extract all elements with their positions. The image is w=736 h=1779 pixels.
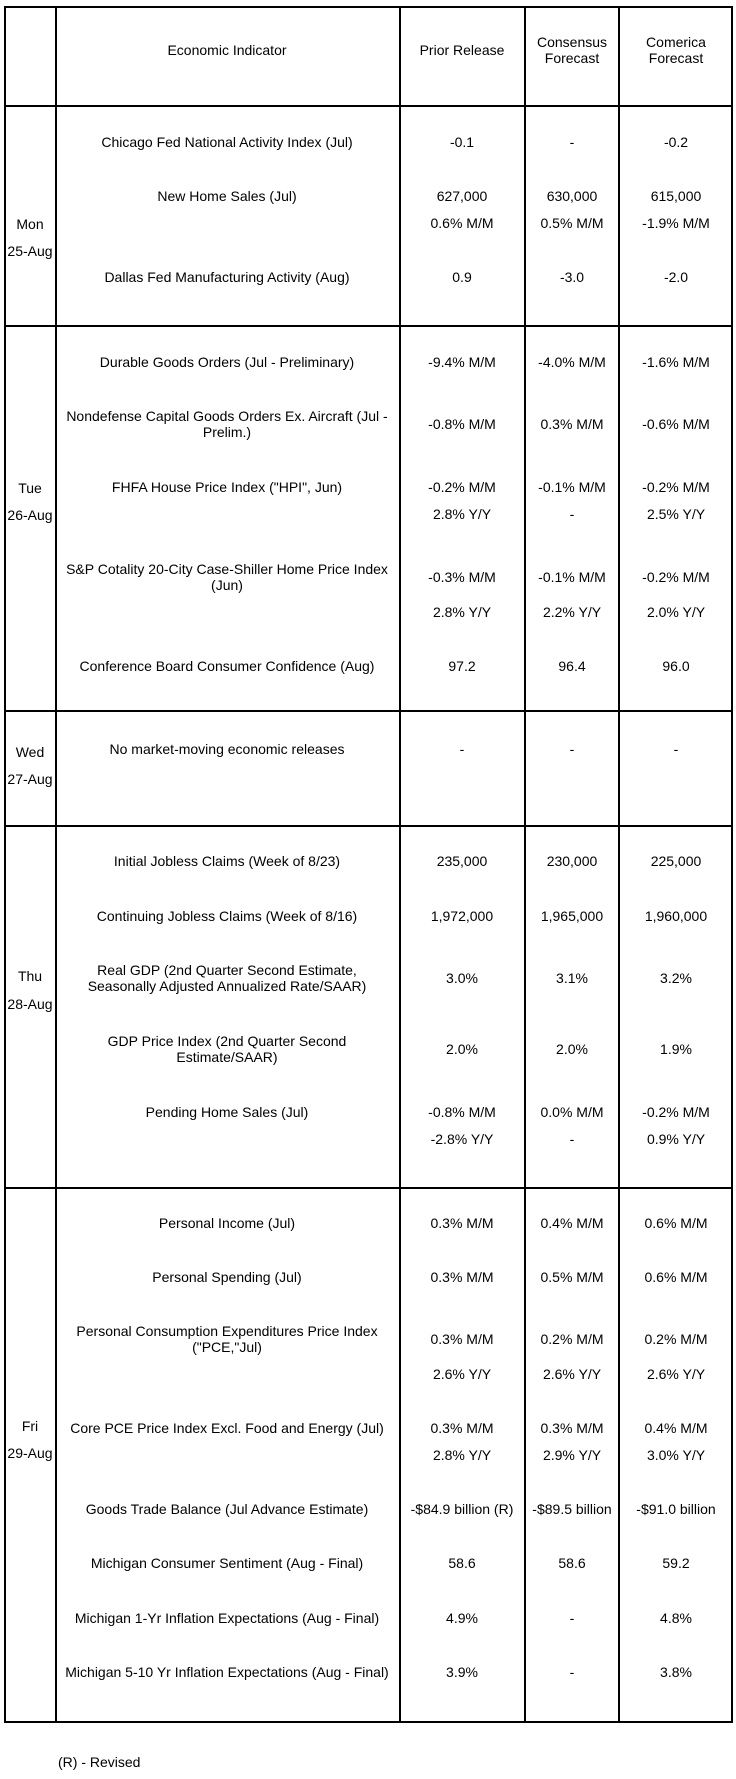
- prior-value: 0.3% M/M: [430, 1269, 494, 1285]
- prior-value: 2.8% Y/Y: [432, 604, 492, 620]
- prior-value: -0.1: [449, 134, 475, 150]
- indicator-label: Personal Income (Jul): [158, 1215, 296, 1231]
- comerica-value: 4.8%: [660, 1610, 692, 1626]
- indicator-label: Personal Spending (Jul): [152, 1269, 302, 1285]
- prior-value: -0.2% M/M: [428, 479, 496, 495]
- prior-value: 97.2: [448, 658, 476, 674]
- consensus-value: -$89.5 billion: [532, 1501, 612, 1517]
- prior-value: 2.8% Y/Y: [432, 1447, 492, 1463]
- indicator-label: Pending Home Sales (Jul): [145, 1104, 309, 1120]
- prior-value: -2.8% Y/Y: [430, 1131, 494, 1147]
- consensus-value: -4.0% M/M: [538, 354, 606, 370]
- consensus-value: 0.4% M/M: [540, 1215, 604, 1231]
- consensus-value: 58.6: [558, 1555, 586, 1571]
- table-border-bottom: [4, 1721, 733, 1723]
- comerica-value: 3.0% Y/Y: [646, 1447, 706, 1463]
- comerica-value: -: [673, 741, 679, 757]
- indicator-label: Goods Trade Balance (Jul Advance Estimate): [85, 1501, 369, 1517]
- prior-value: -0.3% M/M: [428, 569, 496, 585]
- header-indicator: Economic Indicator: [167, 42, 287, 58]
- indicator-label: Dallas Fed Manufacturing Activity (Aug): [104, 269, 350, 285]
- consensus-value: -0.1% M/M: [538, 569, 606, 585]
- consensus-value: -0.1% M/M: [538, 479, 606, 495]
- indicator-label: Michigan Consumer Sentiment (Aug - Final): [90, 1555, 364, 1571]
- day-name: Fri: [21, 1418, 39, 1434]
- consensus-value: 630,000: [546, 188, 598, 204]
- consensus-value: -: [569, 741, 575, 757]
- consensus-value: 1,965,000: [540, 908, 604, 924]
- day-date: 28-Aug: [7, 996, 53, 1012]
- header-divider: [4, 105, 733, 107]
- consensus-value: 0.5% M/M: [540, 1269, 604, 1285]
- indicator-label: Nondefense Capital Goods Orders Ex. Aircraft (Jul - Prelim.): [66, 408, 388, 440]
- consensus-value: -: [569, 1664, 575, 1680]
- prior-value: -$84.9 billion (R): [410, 1501, 514, 1517]
- prior-value: 2.6% Y/Y: [432, 1366, 492, 1382]
- comerica-value: 0.6% M/M: [644, 1215, 708, 1231]
- indicator-label: No market-moving economic releases: [109, 741, 345, 757]
- day-date: 27-Aug: [7, 771, 53, 787]
- comerica-value: 59.2: [662, 1555, 690, 1571]
- prior-value: 235,000: [436, 853, 488, 869]
- indicator-label: Real GDP (2nd Quarter Second Estimate, Seasonally Adjusted Annualized Rate/SAAR): [87, 962, 367, 994]
- consensus-value: 0.3% M/M: [540, 416, 604, 432]
- comerica-value: -0.2% M/M: [642, 479, 710, 495]
- prior-value: -: [459, 741, 465, 757]
- prior-value: 627,000: [436, 188, 488, 204]
- consensus-value: 0.0% M/M: [540, 1104, 604, 1120]
- footnote: (R) - Revised: [58, 1754, 141, 1770]
- comerica-value: 615,000: [650, 188, 702, 204]
- indicator-label: Initial Jobless Claims (Week of 8/23): [113, 853, 341, 869]
- comerica-value: -$91.0 billion: [636, 1501, 716, 1517]
- comerica-value: 2.0% Y/Y: [646, 604, 706, 620]
- prior-value: 0.3% M/M: [430, 1215, 494, 1231]
- indicator-label: Conference Board Consumer Confidence (Aug): [79, 658, 375, 674]
- comerica-value: -2.0: [663, 269, 689, 285]
- header-comerica: Comerica Forecast: [646, 34, 706, 66]
- indicator-column-divider: [399, 6, 401, 1723]
- consensus-value: 0.2% M/M: [540, 1331, 604, 1347]
- comerica-value: 2.5% Y/Y: [646, 506, 706, 522]
- prior-value: -0.8% M/M: [428, 1104, 496, 1120]
- consensus-value: 0.3% M/M: [540, 1420, 604, 1436]
- prior-value: 0.6% M/M: [430, 215, 494, 231]
- consensus-value: 2.0%: [556, 1041, 588, 1057]
- consensus-value: 0.5% M/M: [540, 215, 604, 231]
- consensus-value: -3.0: [559, 269, 585, 285]
- day-name: Tue: [18, 480, 42, 496]
- prior-value: -9.4% M/M: [428, 354, 496, 370]
- day-name: Mon: [16, 216, 44, 232]
- comerica-value: 0.2% M/M: [644, 1331, 708, 1347]
- day-name: Wed: [15, 744, 45, 760]
- consensus-value: 2.2% Y/Y: [542, 604, 602, 620]
- comerica-value: 1,960,000: [644, 908, 708, 924]
- prior-value: 0.3% M/M: [430, 1331, 494, 1347]
- consensus-value: 230,000: [546, 853, 598, 869]
- comerica-value: 0.6% M/M: [644, 1269, 708, 1285]
- day-date: 25-Aug: [7, 243, 53, 259]
- prior-value: 0.9: [452, 269, 472, 285]
- day-date: 26-Aug: [7, 507, 53, 523]
- consensus-value: -: [569, 1131, 575, 1147]
- prior-value: 0.3% M/M: [430, 1420, 494, 1436]
- prior-value: 1,972,000: [430, 908, 494, 924]
- consensus-value: 2.9% Y/Y: [542, 1447, 602, 1463]
- consensus-value: 96.4: [558, 658, 586, 674]
- comerica-value: -0.2% M/M: [642, 1104, 710, 1120]
- consensus-value: -: [569, 1610, 575, 1626]
- comerica-value: -1.6% M/M: [642, 354, 710, 370]
- comerica-value: -0.2% M/M: [642, 569, 710, 585]
- header-prior-release: Prior Release: [419, 42, 505, 58]
- mon-divider: [4, 325, 733, 327]
- prior-value: 2.0%: [446, 1041, 478, 1057]
- indicator-label: New Home Sales (Jul): [157, 188, 297, 204]
- prior-value: 3.0%: [446, 970, 478, 986]
- table-border-left: [4, 6, 6, 1723]
- prior-value: 58.6: [448, 1555, 476, 1571]
- header-consensus: Consensus Forecast: [536, 34, 608, 66]
- consensus-value: 2.6% Y/Y: [542, 1366, 602, 1382]
- prior-value: 3.9%: [446, 1664, 478, 1680]
- comerica-value: -0.6% M/M: [642, 416, 710, 432]
- indicator-label: Michigan 1-Yr Inflation Expectations (Aug - Final): [74, 1610, 380, 1626]
- comerica-value: 225,000: [650, 853, 702, 869]
- indicator-label: S&P Cotality 20-City Case-Shiller Home Price Index (Jun): [66, 561, 388, 593]
- comerica-value: -1.9% M/M: [642, 215, 710, 231]
- indicator-label: FHFA House Price Index ("HPI", Jun): [111, 479, 343, 495]
- consensus-value: -: [569, 506, 575, 522]
- indicator-label: Core PCE Price Index Excl. Food and Energy (Jul): [70, 1420, 384, 1436]
- consensus-value: -: [569, 134, 575, 150]
- comerica-value: 3.8%: [660, 1664, 692, 1680]
- consensus-value: 3.1%: [556, 970, 588, 986]
- prior-value: -0.8% M/M: [428, 416, 496, 432]
- comerica-value: 0.4% M/M: [644, 1420, 708, 1436]
- indicator-label: Durable Goods Orders (Jul - Preliminary): [99, 354, 355, 370]
- indicator-label: Chicago Fed National Activity Index (Jul): [101, 134, 353, 150]
- indicator-label: Continuing Jobless Claims (Week of 8/16): [96, 908, 358, 924]
- indicator-label: Personal Consumption Expenditures Price Index ("PCE,"Jul): [76, 1323, 378, 1355]
- wed-divider: [4, 825, 733, 827]
- day-date: 29-Aug: [7, 1445, 53, 1461]
- prior-value: 4.9%: [446, 1610, 478, 1626]
- indicator-label: Michigan 5-10 Yr Inflation Expectations (Aug - Final): [65, 1664, 389, 1680]
- comerica-value: 2.6% Y/Y: [646, 1366, 706, 1382]
- indicator-label: GDP Price Index (2nd Quarter Second Estimate/SAAR): [107, 1033, 347, 1065]
- comerica-value: 0.9% Y/Y: [646, 1131, 706, 1147]
- tue-divider: [4, 710, 733, 712]
- prior-value: 2.8% Y/Y: [432, 506, 492, 522]
- prior-column-divider: [524, 6, 526, 1723]
- day-name: Thu: [17, 968, 43, 984]
- table-border-top: [4, 6, 733, 8]
- comerica-value: 3.2%: [660, 970, 692, 986]
- thu-divider: [4, 1187, 733, 1189]
- comerica-value: 1.9%: [660, 1041, 692, 1057]
- comerica-value: 96.0: [662, 658, 690, 674]
- comerica-value: -0.2: [663, 134, 689, 150]
